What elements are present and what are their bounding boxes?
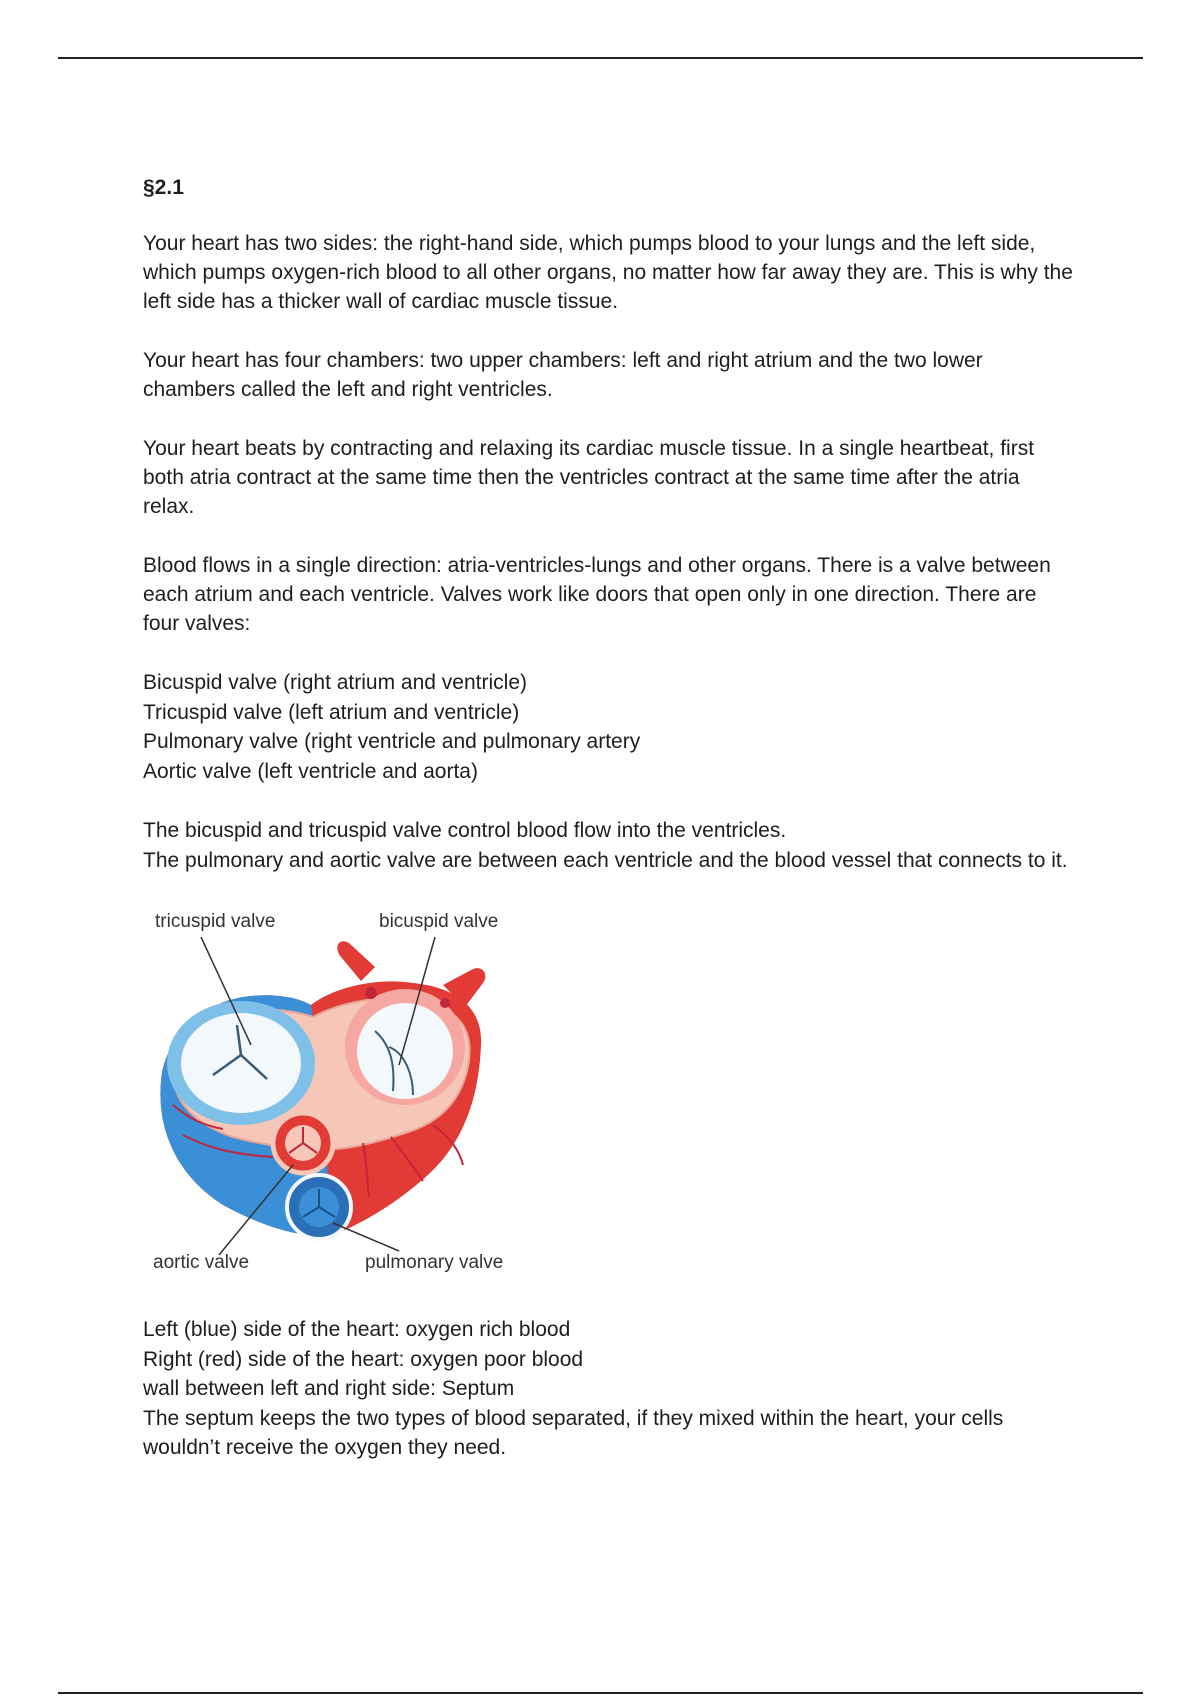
text-line: wall between left and right side: Septum — [143, 1377, 515, 1400]
paragraph-four-chambers: Your heart has four chambers: two upper chambers: left and right atrium and the two lower chambers called the left and right ventricles. — [143, 349, 983, 401]
bicuspid-valve — [357, 1003, 453, 1099]
heart-valves-figure — [143, 905, 533, 1305]
section-number: §2.1 — [143, 176, 184, 199]
text-line: The pulmonary and aortic valve are between each ventricle and the blood vessel that connects to it. — [143, 848, 1068, 872]
pulmonary-valve-label: pulmonary valve — [365, 1252, 504, 1273]
pulmonary-leader-line — [333, 1223, 399, 1251]
vessel-opening — [440, 998, 450, 1008]
paragraph-two-sides: Your heart has two sides: the right-hand side, which pumps blood to your lungs and the left side, which pumps oxygen-rich blood to all other organs, no matter how far away they are. This is why the left side has a thicker wall of cardiac muscle tissue. — [143, 232, 1073, 313]
list-item: Aortic valve (left ventricle and aorta) — [143, 759, 478, 783]
bottom-rule — [58, 1692, 1143, 1694]
valve-control-text — [143, 816, 1073, 875]
text-line: The bicuspid and tricuspid valve control blood flow into the ventricles. — [143, 819, 787, 842]
aortic-valve-label: aortic valve — [153, 1252, 250, 1273]
text-line: Right (red) side of the heart: oxygen poor blood — [143, 1347, 584, 1371]
paragraph-heartbeat: Your heart beats by contracting and relaxing its cardiac muscle tissue. In a single heartbeat, first both atria contract at the same time then the ventricles contract at the same time after the atria relax. — [143, 437, 1035, 518]
document-body — [143, 172, 1073, 1463]
aorta-vessel — [337, 941, 375, 981]
list-item: Bicuspid valve (right atrium and ventricle) — [143, 671, 527, 694]
tricuspid-valve — [181, 1013, 301, 1113]
heart-sides-text — [143, 1315, 1073, 1463]
bicuspid-valve-label: bicuspid valve — [379, 911, 499, 932]
top-rule — [58, 57, 1143, 59]
text-line: Left (blue) side of the heart: oxygen rich blood — [143, 1318, 571, 1341]
paragraph-blood-flow: Blood flows in a single direction: atria-ventricles-lungs and other organs. There is a valve between each atrium and each ventricle. Valves work like doors that open only in one direction. There are four valves: — [143, 554, 1051, 635]
text-line: The septum keeps the two types of blood separated, if they mixed within the heart, your cells wouldn’t receive the oxygen they need. — [143, 1406, 1004, 1459]
tricuspid-valve-label: tricuspid valve — [155, 911, 276, 932]
valves-list — [143, 668, 1073, 786]
list-item: Pulmonary valve (right ventricle and pulmonary artery — [143, 730, 641, 753]
heart-illustration — [143, 905, 533, 1305]
vessel-opening — [365, 987, 377, 999]
list-item: Tricuspid valve (left atrium and ventricle) — [143, 700, 520, 724]
